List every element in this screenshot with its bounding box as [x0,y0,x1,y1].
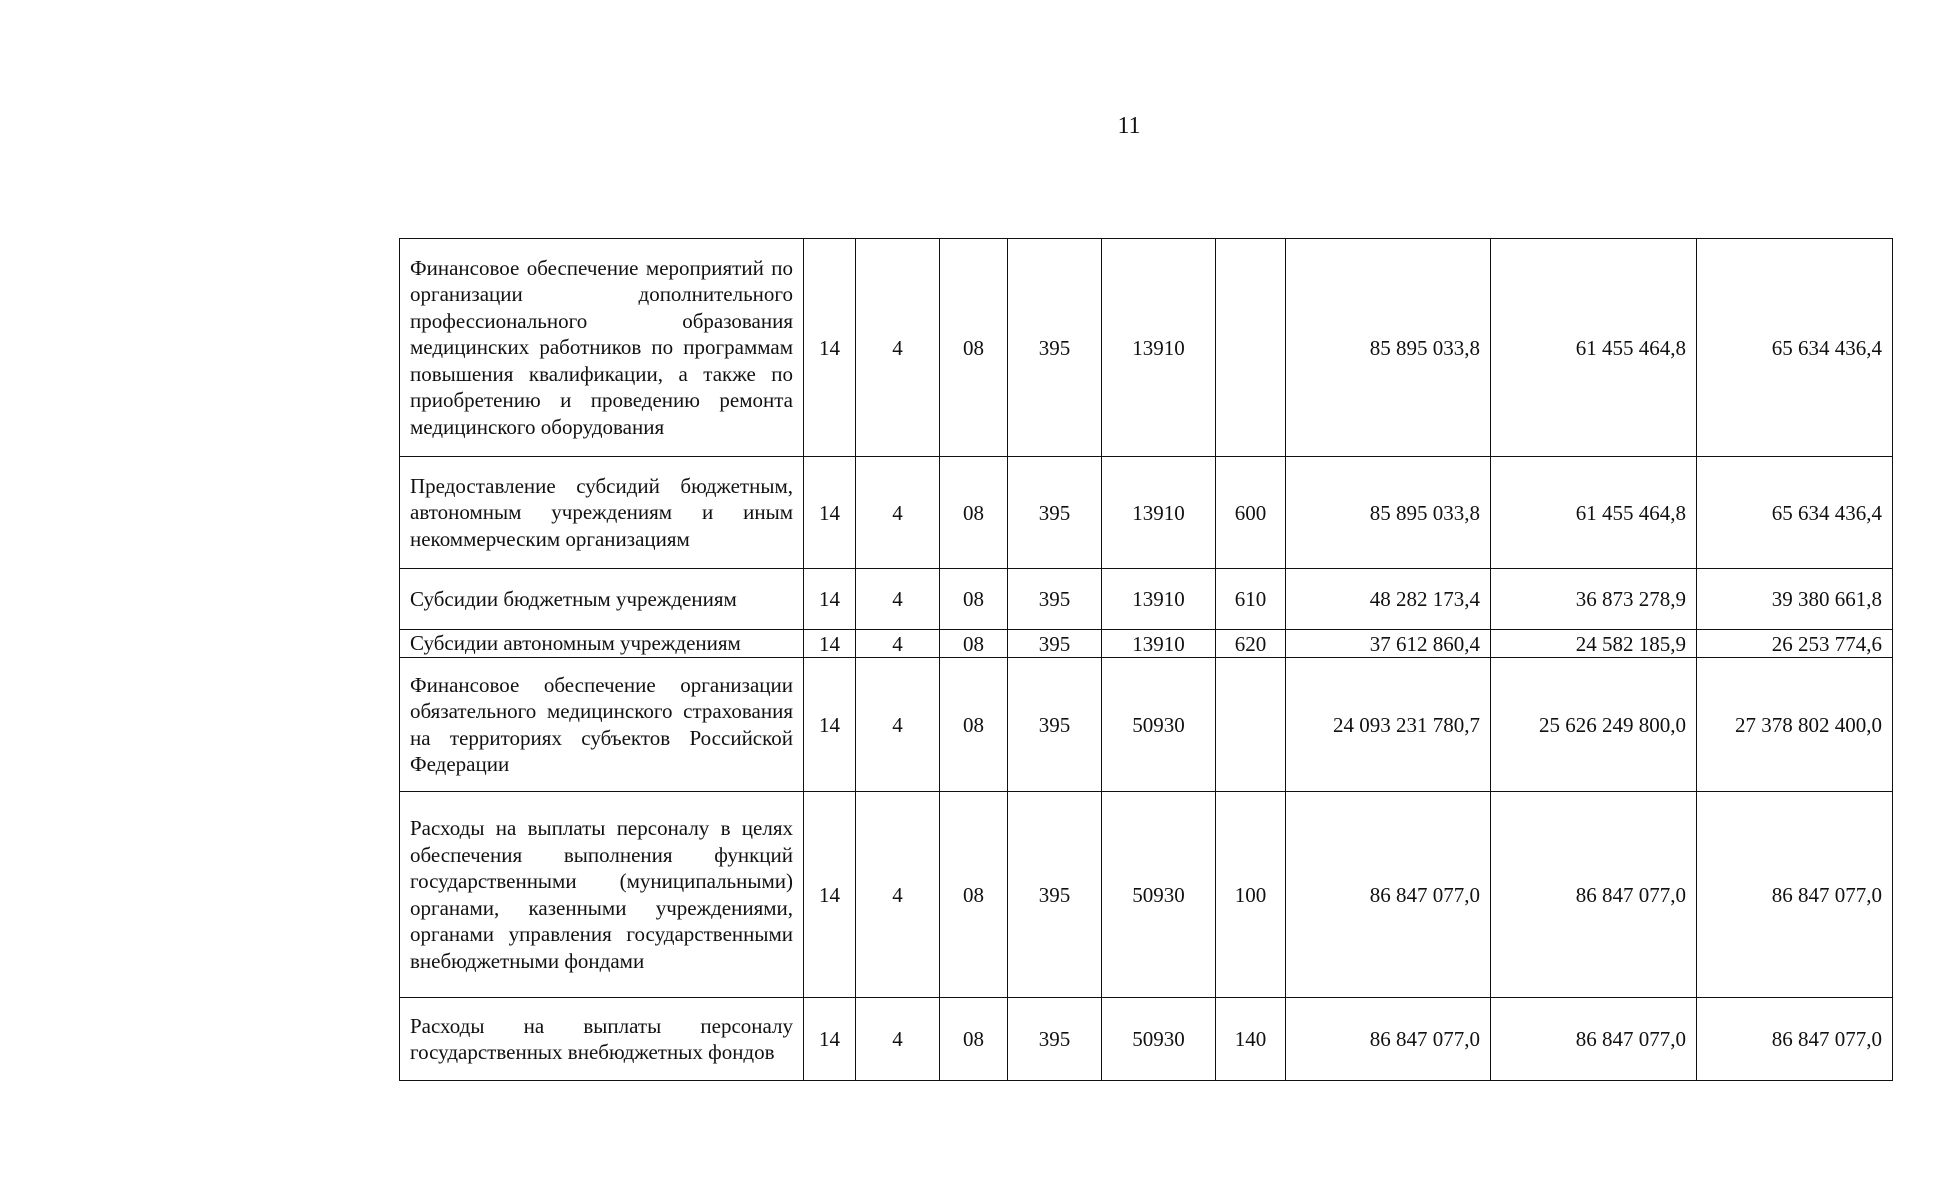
cell-subprogram: 4 [856,457,940,569]
cell-value-1: 24 093 231 780,7 [1286,658,1491,792]
cell-article: 395 [1008,630,1102,658]
cell-direction: 13910 [1102,457,1216,569]
row-name: Субсидии бюджетным учреждениям [400,569,804,630]
cell-value-2: 36 873 278,9 [1491,569,1697,630]
cell-article: 395 [1008,658,1102,792]
cell-article: 395 [1008,998,1102,1081]
page-number: 11 [1117,113,1141,139]
row-name: Финансовое обеспечение мероприятий по организации дополнительного профессионального образования медицинских работников по программам повышения квалификации, а также по приобретению и проведению ремонта медицинского оборудования [400,239,804,457]
row-name: Субсидии автономным учреждениям [400,630,804,658]
cell-expense-type [1216,658,1286,792]
table-row [400,658,1893,792]
cell-article: 395 [1008,792,1102,998]
cell-direction: 50930 [1102,998,1216,1081]
table-row [400,569,1893,630]
cell-value-3: 65 634 436,4 [1697,457,1893,569]
cell-value-2: 86 847 077,0 [1491,998,1697,1081]
table-row [400,998,1893,1081]
row-name: Предоставление субсидий бюджетным, автономным учреждениям и иным некоммерческим организациям [400,457,804,569]
cell-value-3: 39 380 661,8 [1697,569,1893,630]
cell-chapter: 14 [804,630,856,658]
cell-value-1: 48 282 173,4 [1286,569,1491,630]
cell-chapter: 14 [804,569,856,630]
cell-expense-type: 620 [1216,630,1286,658]
cell-value-2: 25 626 249 800,0 [1491,658,1697,792]
cell-subprogram: 4 [856,239,940,457]
cell-value-3: 65 634 436,4 [1697,239,1893,457]
table-row [400,457,1893,569]
cell-direction: 13910 [1102,239,1216,457]
cell-value-1: 86 847 077,0 [1286,998,1491,1081]
cell-expense-type: 600 [1216,457,1286,569]
cell-value-1: 85 895 033,8 [1286,457,1491,569]
cell-chapter: 14 [804,998,856,1081]
cell-section: 08 [940,998,1008,1081]
cell-chapter: 14 [804,792,856,998]
cell-expense-type: 100 [1216,792,1286,998]
cell-chapter: 14 [804,658,856,792]
table-row [400,792,1893,998]
cell-subprogram: 4 [856,792,940,998]
cell-subprogram: 4 [856,658,940,792]
cell-value-2: 61 455 464,8 [1491,457,1697,569]
cell-article: 395 [1008,239,1102,457]
cell-value-1: 85 895 033,8 [1286,239,1491,457]
cell-chapter: 14 [804,457,856,569]
cell-direction: 50930 [1102,658,1216,792]
budget-table [399,238,1893,1081]
cell-value-1: 86 847 077,0 [1286,792,1491,998]
cell-subprogram: 4 [856,630,940,658]
cell-value-2: 86 847 077,0 [1491,792,1697,998]
cell-expense-type: 140 [1216,998,1286,1081]
cell-direction: 13910 [1102,569,1216,630]
cell-section: 08 [940,658,1008,792]
cell-value-1: 37 612 860,4 [1286,630,1491,658]
cell-direction: 50930 [1102,792,1216,998]
cell-article: 395 [1008,569,1102,630]
cell-article: 395 [1008,457,1102,569]
cell-expense-type [1216,239,1286,457]
cell-expense-type: 610 [1216,569,1286,630]
cell-section: 08 [940,457,1008,569]
cell-section: 08 [940,239,1008,457]
cell-value-3: 26 253 774,6 [1697,630,1893,658]
table-row [400,630,1893,658]
cell-value-2: 61 455 464,8 [1491,239,1697,457]
cell-value-3: 86 847 077,0 [1697,998,1893,1081]
cell-value-3: 86 847 077,0 [1697,792,1893,998]
cell-chapter: 14 [804,239,856,457]
cell-value-2: 24 582 185,9 [1491,630,1697,658]
cell-direction: 13910 [1102,630,1216,658]
cell-section: 08 [940,569,1008,630]
cell-subprogram: 4 [856,998,940,1081]
row-name: Расходы на выплаты персоналу государственных внебюджетных фондов [400,998,804,1081]
cell-section: 08 [940,630,1008,658]
row-name: Финансовое обеспечение организации обязательного медицинского страхования на территориях субъектов Российской Федерации [400,658,804,792]
table-row [400,239,1893,457]
cell-section: 08 [940,792,1008,998]
cell-value-3: 27 378 802 400,0 [1697,658,1893,792]
row-name: Расходы на выплаты персоналу в целях обеспечения выполнения функций государственными (муниципальными) органами, казенными учреждениями, органами управления государственными внебюджетными фондами [400,792,804,998]
cell-subprogram: 4 [856,569,940,630]
